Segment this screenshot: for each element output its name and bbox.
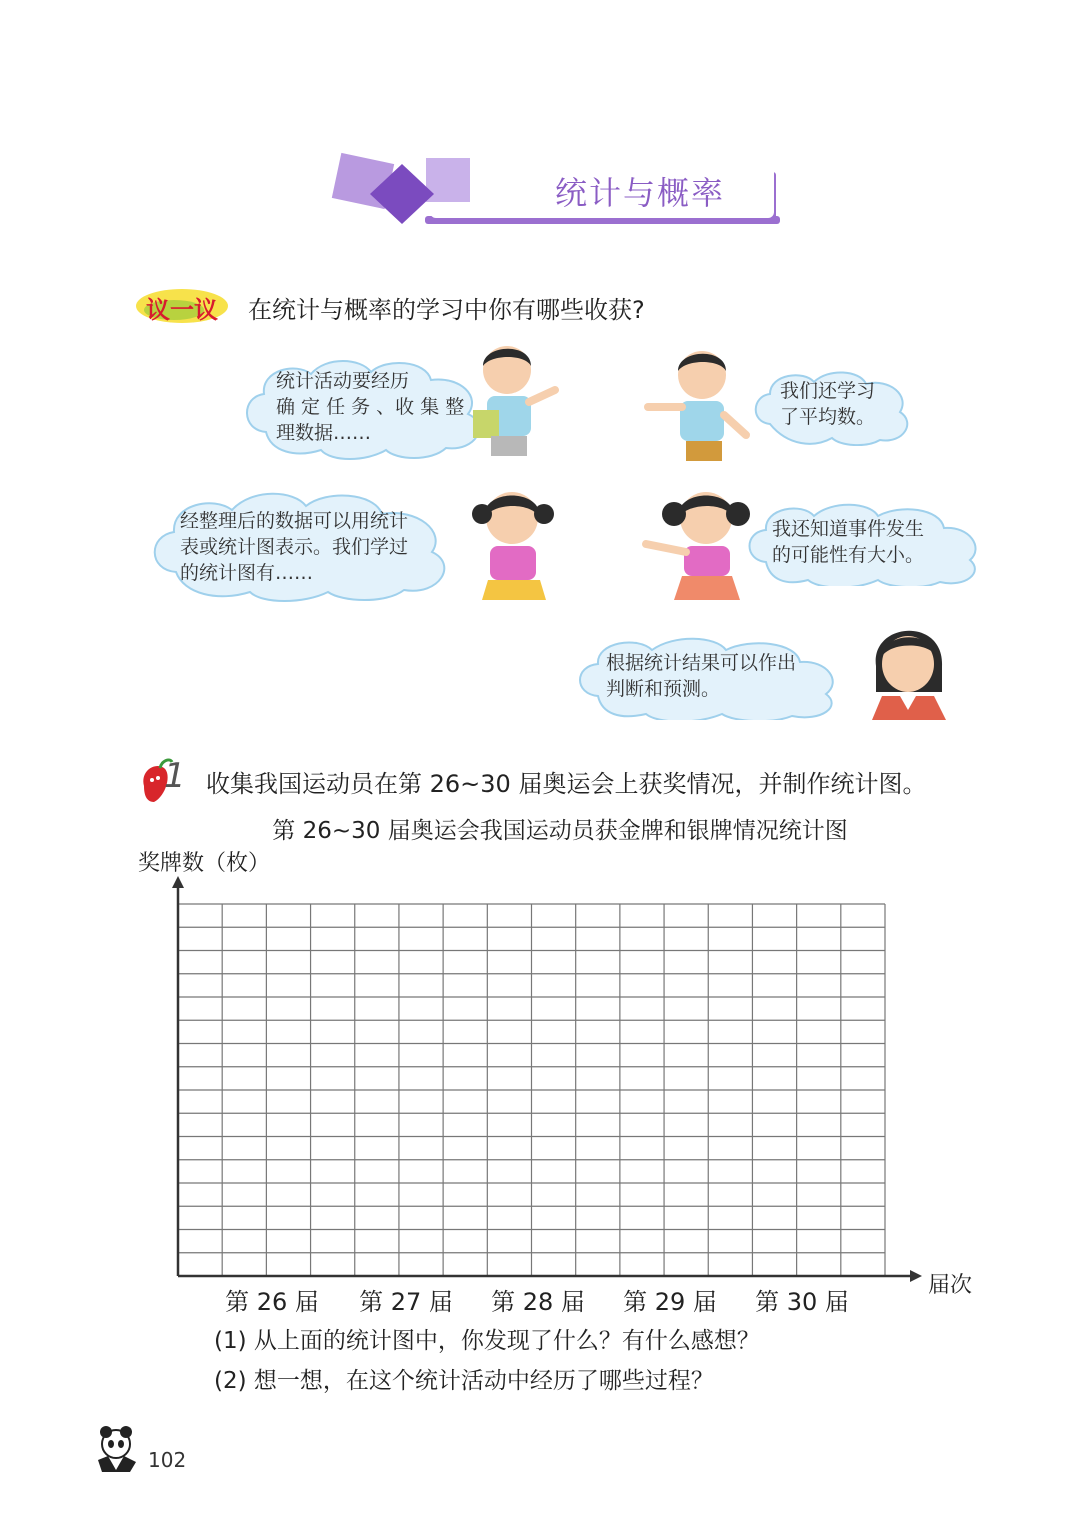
blank-grid-chart — [150, 870, 940, 1310]
x-tick-label: 第 29 届 — [623, 1288, 717, 1316]
x-tick-label: 第 27 届 — [359, 1288, 453, 1316]
x-axis-label: 届次 — [928, 1273, 973, 1298]
bubble-line: 统计活动要经历 — [276, 370, 410, 392]
panda-icon — [90, 1420, 146, 1476]
discussion-badge — [134, 286, 230, 326]
boy-pointing-illustration — [642, 345, 752, 465]
activity-number: 1 — [164, 756, 186, 796]
girl-pink-shirt-illustration — [460, 484, 570, 604]
y-axis-arrow-icon — [172, 876, 184, 888]
girl-pointing-illustration — [640, 484, 755, 604]
bubble-line: 判断和预测。 — [606, 678, 721, 700]
bubble-line: 了平均数。 — [780, 406, 876, 428]
activity-number-marker — [136, 756, 200, 806]
bubble-line: 的统计图有…… — [180, 562, 314, 584]
badge-label: 议一议 — [146, 296, 218, 324]
section-title: 统计与概率 — [554, 174, 725, 212]
boy-with-book-illustration — [465, 340, 560, 460]
bubble-line: 表或统计图表示。我们学过 — [180, 536, 409, 558]
bubble-line: 理数据…… — [276, 422, 372, 444]
question-1: (1) 从上面的统计图中，你发现了什么？有什么感想？ — [214, 1328, 760, 1354]
x-tick-label: 第 28 届 — [491, 1288, 585, 1316]
bubble-line: 确 定 任 务 、收 集 整 — [276, 396, 465, 418]
bubble-line: 的可能性有大小。 — [772, 544, 925, 566]
speech-bubble-4 — [740, 498, 978, 586]
x-axis-arrow-icon — [910, 1270, 922, 1282]
question-2: (2) 想一想，在这个统计活动中经历了哪些过程？ — [214, 1368, 714, 1394]
x-tick-label: 第 30 届 — [755, 1288, 849, 1316]
x-tick-label: 第 26 届 — [225, 1288, 319, 1316]
teacher-illustration — [862, 616, 962, 720]
bubble-line: 我还知道事件发生 — [772, 518, 925, 540]
y-axis-label: 奖牌数（枚） — [138, 851, 271, 876]
speech-bubble-5 — [570, 634, 840, 720]
discussion-prompt: 在统计与概率的学习中你有哪些收获? — [248, 296, 645, 324]
bubble-line: 根据统计结果可以作出 — [606, 652, 797, 674]
speech-bubble-1 — [236, 352, 496, 462]
speech-bubble-3 — [142, 484, 462, 604]
bubble-line: 我们还学习 — [780, 380, 876, 402]
page-number: 102 — [148, 1448, 187, 1472]
section-banner — [330, 150, 790, 240]
activity-instruction: 收集我国运动员在第 26~30 届奥运会上获奖情况，并制作统计图。 — [206, 770, 927, 798]
speech-bubble-2 — [748, 366, 918, 446]
chart-title: 第 26~30 届奥运会我国运动员获金牌和银牌情况统计图 — [272, 818, 848, 844]
bubble-line: 经整理后的数据可以用统计 — [180, 510, 409, 532]
chart-grid — [178, 904, 885, 1276]
